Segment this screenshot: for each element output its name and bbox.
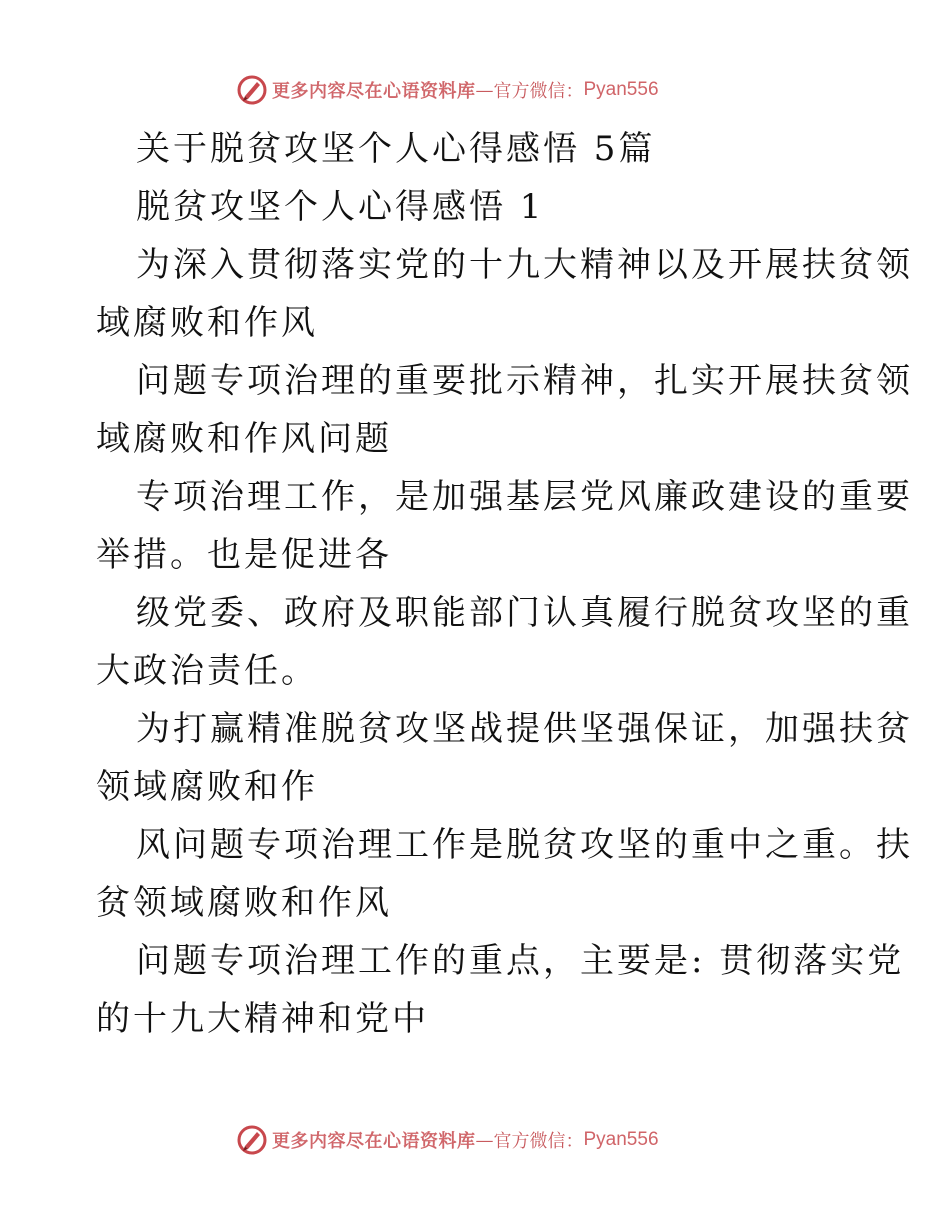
pen-logo-icon xyxy=(236,1124,268,1156)
banner-wechat-id: Pyan556 xyxy=(583,1129,659,1150)
paragraph-line: 举措。也是促进各 xyxy=(96,535,392,575)
header-watermark-banner xyxy=(236,72,716,108)
paragraph-line: 域腐败和作风问题 xyxy=(96,419,392,459)
paragraph-line: 为打赢精准脱贫攻坚战提供坚强保证，加强扶贫 xyxy=(136,709,913,749)
pen-logo-icon xyxy=(236,74,268,106)
banner-dash: — xyxy=(475,1129,494,1151)
document-body xyxy=(96,120,913,1048)
footer-watermark-banner xyxy=(236,1122,716,1158)
paragraph-line: 域腐败和作风 xyxy=(96,303,318,343)
paragraph-line: 大政治责任。 xyxy=(96,651,318,691)
paragraph-line: 问题专项治理工作的重点，主要是: 贯彻落实党 xyxy=(136,941,905,981)
document-subtitle: 脱贫攻坚个人心得感悟 1 xyxy=(136,187,545,227)
banner-main-text: 更多内容尽在心语资料库 xyxy=(272,81,476,102)
paragraph-line: 贫领域腐败和作风 xyxy=(96,883,392,923)
banner-wechat-id: Pyan556 xyxy=(583,79,659,100)
banner-dash: — xyxy=(475,79,494,101)
paragraph-line: 的十九大精神和党中 xyxy=(96,999,429,1039)
banner-wechat-label: 官方微信： xyxy=(493,81,584,102)
paragraph-line: 领域腐败和作 xyxy=(96,767,318,807)
paragraph-line: 为深入贯彻落实党的十九大精神以及开展扶贫领 xyxy=(136,245,913,285)
document-title: 关于脱贫攻坚个人心得感悟 5篇 xyxy=(136,129,656,169)
banner-main-text: 更多内容尽在心语资料库 xyxy=(272,1131,476,1152)
paragraph-line: 问题专项治理的重要批示精神，扎实开展扶贫领 xyxy=(136,361,913,401)
paragraph-line: 级党委、政府及职能部门认真履行脱贫攻坚的重 xyxy=(136,593,913,633)
paragraph-line: 专项治理工作，是加强基层党风廉政建设的重要 xyxy=(136,477,913,517)
paragraph-line: 风问题专项治理工作是脱贫攻坚的重中之重。扶 xyxy=(136,825,913,865)
banner-wechat-label: 官方微信： xyxy=(493,1131,584,1152)
